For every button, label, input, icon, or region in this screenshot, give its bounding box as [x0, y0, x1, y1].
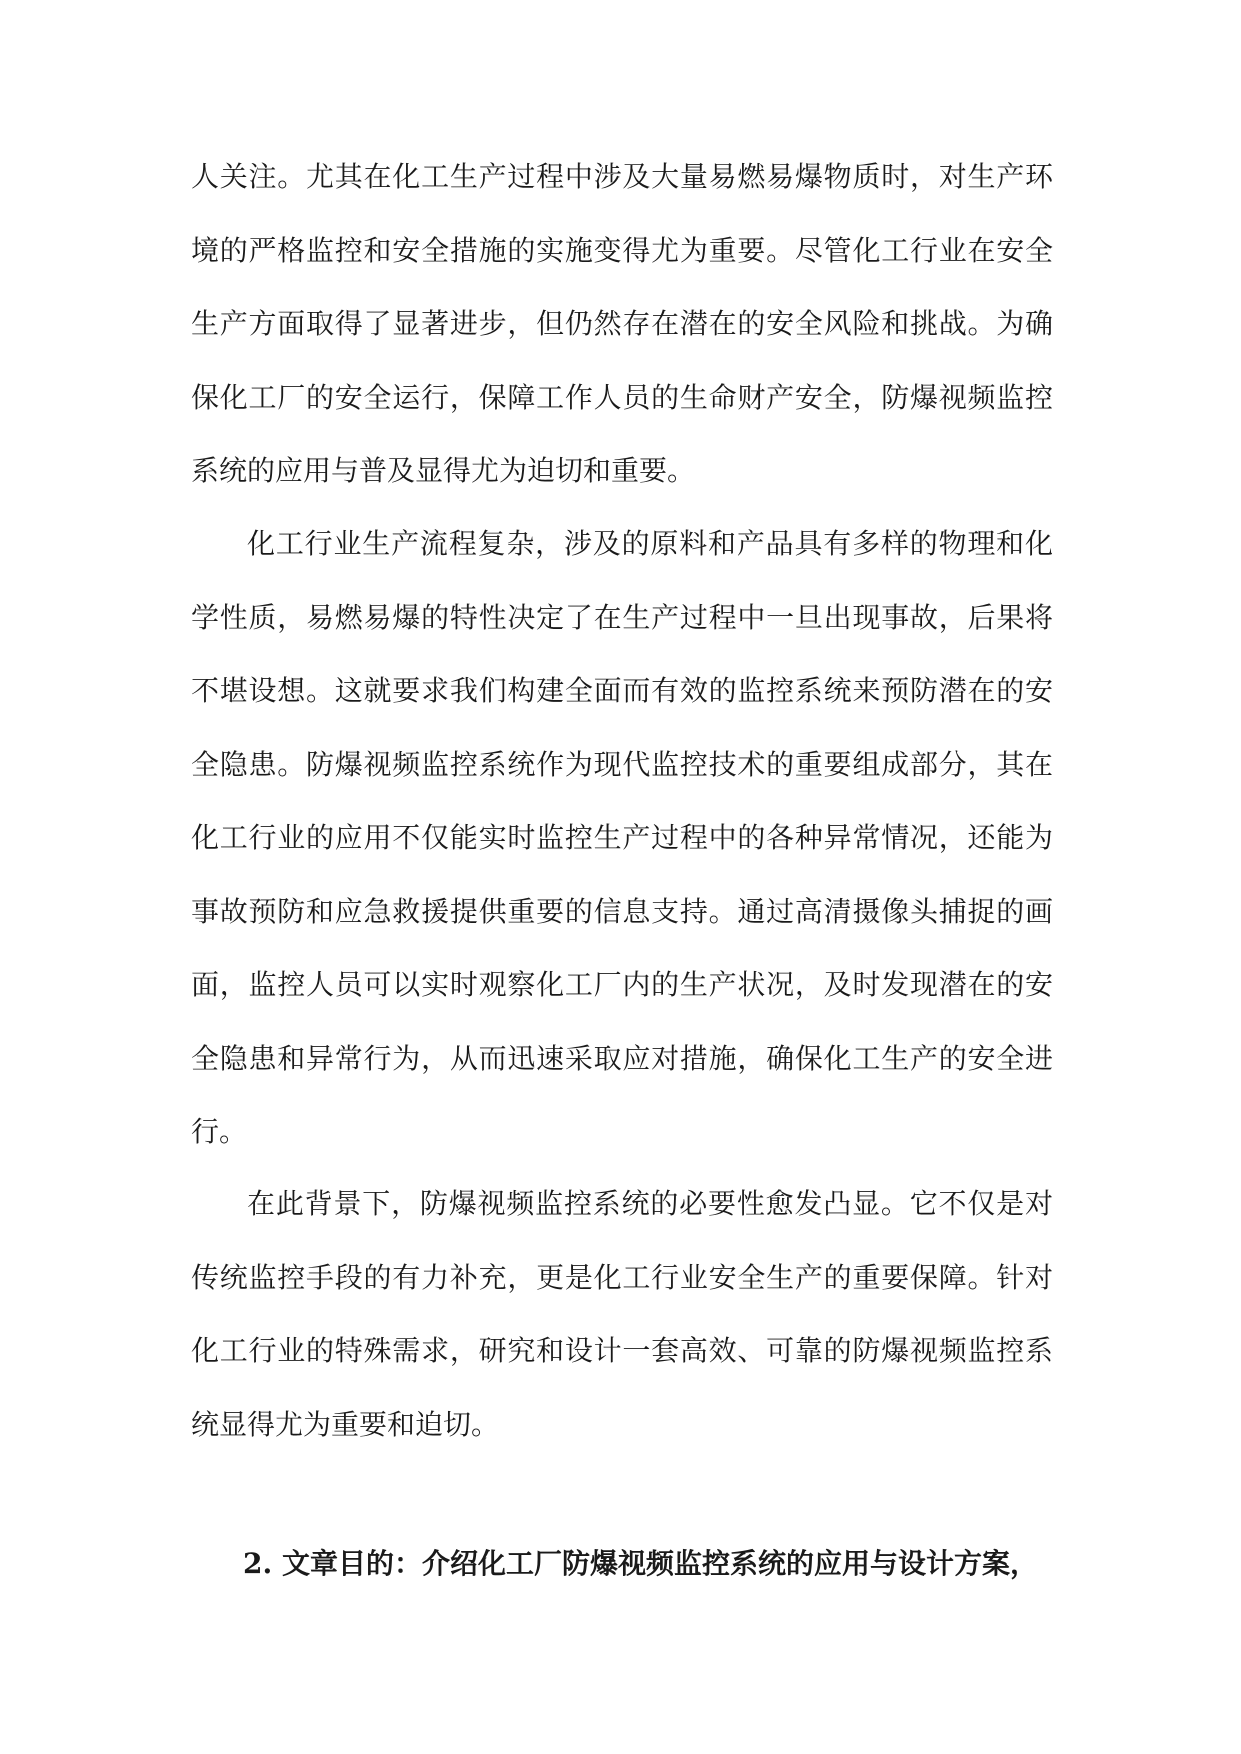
body-paragraph-3: 在此背景下，防爆视频监控系统的必要性愈发凸显。它不仅是对传统监控手段的有力补充，更是化工行业安全生产的重要保障。针对化工行业的特殊需求，研究和设计一套高效、可靠的防爆视频监控系统显得尤为重要和迫切。: [191, 1187, 1053, 1441]
body-paragraph-1: 人关注。尤其在化工生产过程中涉及大量易燃易爆物质时，对生产环境的严格监控和安全措施的实施变得尤为重要。尽管化工行业在安全生产方面取得了显著进步，但仍然存在潜在的安全风险和挑战。为确保化工厂的安全运行，保障工作人员的生命财产安全，防爆视频监控系统的应用与普及显得尤为迫切和重要。: [191, 160, 1053, 487]
section-heading: 2. 文章目的：介绍化工厂防爆视频监控系统的应用与设计方案，: [243, 1547, 1038, 1580]
body-paragraph-2: 化工行业生产流程复杂，涉及的原料和产品具有多样的物理和化学性质，易燃易爆的特性决定了在生产过程中一旦出现事故，后果将不堪设想。这就要求我们构建全面而有效的监控系统来预防潜在的安全隐患。防爆视频监控系统作为现代监控技术的重要组成部分，其在化工行业的应用不仅能实时监控生产过程中的各种异常情况，还能为事故预防和应急救援提供重要的信息支持。通过高清摄像头捕捉的画面，监控人员可以实时观察化工厂内的生产状况，及时发现潜在的安全隐患和异常行为，从而迅速采取应对措施，确保化工生产的安全进行。: [191, 527, 1053, 1148]
